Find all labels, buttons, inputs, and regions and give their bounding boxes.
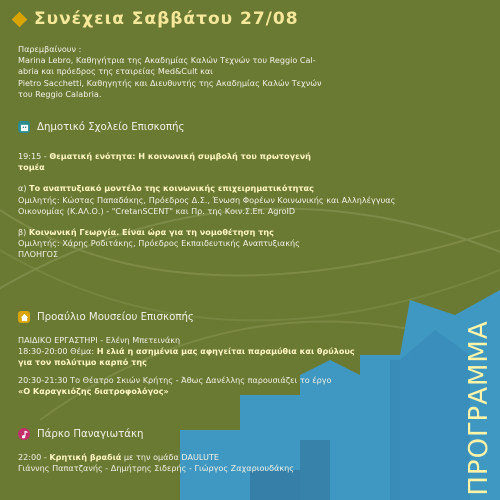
vertical-label xyxy=(462,318,496,498)
title-text: Συνέχεια Σαββάτου 27/08 xyxy=(34,9,299,29)
theatre-line: 20:30-21:30 Το Θέατρο Σκιών Κρήτης - Άθως Δανέλλης παρουσιάζει το έργο xyxy=(18,374,332,385)
section-heading-text: Δημοτικό Σχολείο Επισκοπής xyxy=(37,121,185,133)
section-heading-school xyxy=(18,121,185,133)
speaker-line: ΠΛΟΗΓΟΣ xyxy=(18,249,59,260)
intro-block xyxy=(18,44,322,100)
item-title: Το αναπτυξιακό μοντέλο της κοινωνικής επιχειρηματικότητας xyxy=(29,183,314,194)
item-prefix: α) xyxy=(18,183,30,194)
intro-line: Marina Lebro, Καθηγήτρια της Ακαδημίας Καλών Τεχνών του Reggio Cal- xyxy=(18,55,316,66)
speaker-line: Ομιλητής: Κώστας Παπαδάκης, Πρόεδρος Δ.Σ., Ένωση Φορέων Κοινωνικής και Αλληλέγγυας xyxy=(18,194,396,205)
item-prefix: β) xyxy=(18,227,29,238)
time: 22:00 - xyxy=(18,452,50,462)
intro-label: Παρεμβαίνουν : xyxy=(18,44,82,54)
intro-line: του Reggio Calabria. xyxy=(18,88,102,99)
topic-title: τομέα xyxy=(18,162,45,173)
vertical-label-text: ΠΡΟΓΡΑΜΜΑ xyxy=(464,320,494,496)
music-note-icon xyxy=(18,428,30,440)
item-title: για τον πολύτιμο καρπό της xyxy=(18,357,147,368)
diamond-icon xyxy=(12,11,28,27)
school-icon xyxy=(18,121,30,133)
musicians-line: Γιάννης Παπατζανής - Δημήτρης Σιδερής - Γιώργος Ζαχαριουδάκης xyxy=(18,463,295,474)
time: 19:15 - xyxy=(18,151,50,161)
intro-line: abria και πρόεδρος της εταιρείας Med&Cult και xyxy=(18,66,213,77)
section3-block xyxy=(18,452,294,474)
band-text: με την ομάδα DAULUTE xyxy=(121,452,220,462)
time: 18:30-20:00 Θέμα: xyxy=(18,346,97,357)
item-title: Κοινωνική Γεωργία. Είναι ώρα για τη νομοθέτηση της xyxy=(28,227,274,238)
house-icon xyxy=(18,311,30,323)
section-heading-text: Προαύλιο Μουσείου Επισκοπής xyxy=(37,311,194,323)
workshop-line: ΠΑΙΔΙΚΟ ΕΡΓΑΣΤΗΡΙ - Ελένη Μπετεινάκη xyxy=(18,335,181,345)
section1-block xyxy=(18,151,395,261)
section-heading-park xyxy=(18,428,143,440)
intro-line: Pietro Sacchetti, Καθηγητής και Διευθυντής της Ακαδημίας Καλών Τεχνών xyxy=(18,77,322,88)
item-title: «Ο Καραγκιόζης διατροφολόγος» xyxy=(18,385,169,396)
speaker-line: Ομιλητής: Χάρης Ροδιτάκης, Πρόεδρος Εκπαιδευτικής Αναπτυξιακής xyxy=(18,238,300,249)
section2-block xyxy=(18,335,355,397)
topic-title: Θεματική ενότητα: Η κοινωνική συμβολή του πρωτογενή xyxy=(49,151,311,161)
section-heading-museum xyxy=(18,311,194,323)
section-heading-text: Πάρκο Παναγιωτάκη xyxy=(37,428,144,440)
item-title: Κρητική βραδιά xyxy=(49,452,122,462)
page-title xyxy=(14,9,299,29)
item-title: Η ελιά η ασημένια μας αφηγείται παραμύθια και θρύλους xyxy=(96,346,355,357)
speaker-line: Οικονομίας (Κ.ΑΛ.Ο.) - "CretanSCENT" και Πρ. της Κοιν.Σ.Επ. AgroID xyxy=(18,205,296,216)
